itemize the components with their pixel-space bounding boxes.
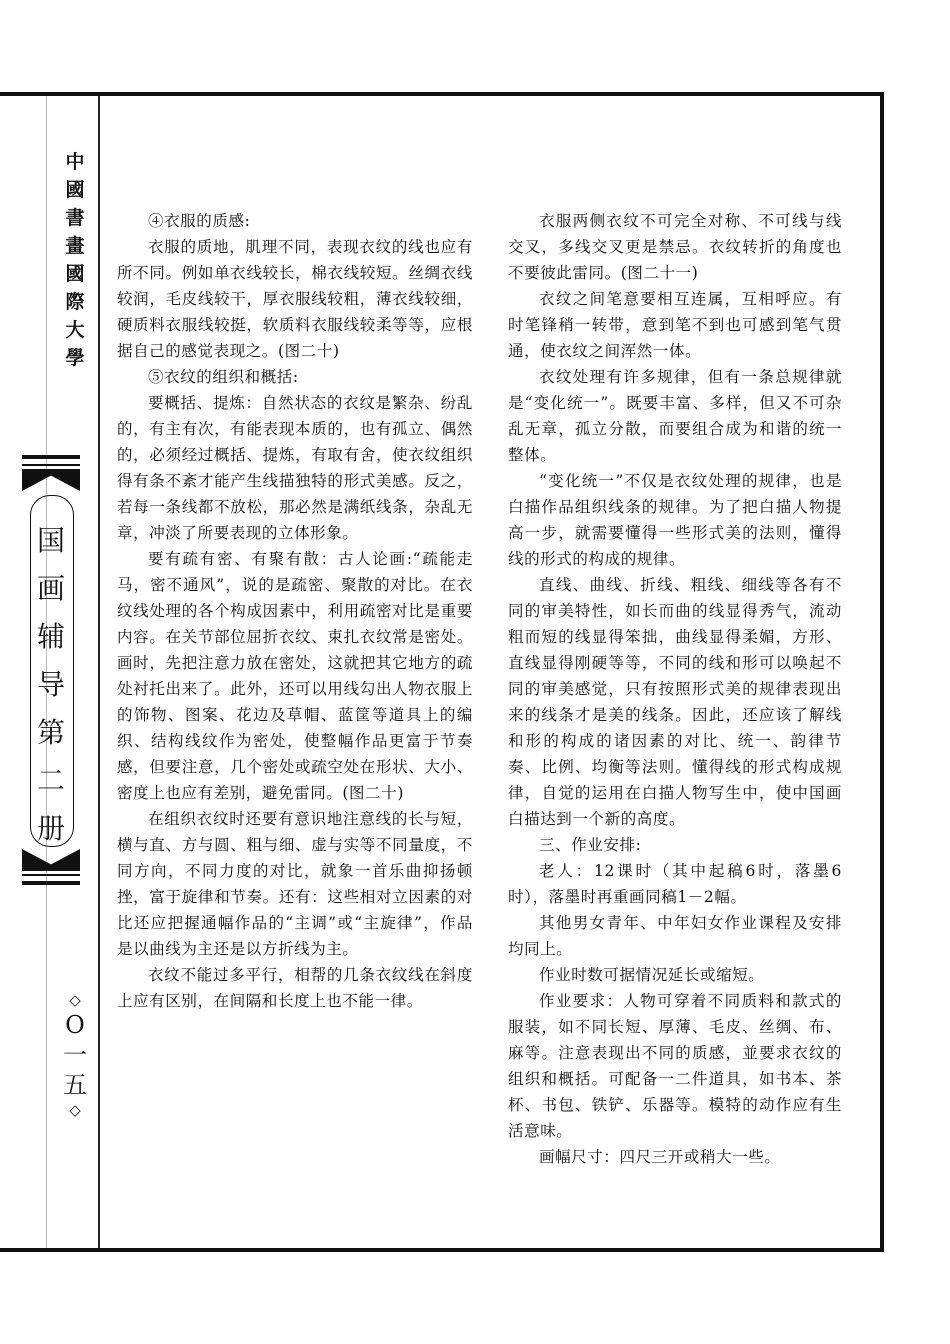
paragraph: 老人：12课时（其中起稿6时，落墨6时），落墨时再重画同稿1－2幅。 bbox=[508, 862, 842, 906]
decorative-bar bbox=[22, 455, 80, 459]
university-char: 書 bbox=[65, 207, 85, 229]
university-char: 畫 bbox=[65, 235, 85, 257]
page-frame-top bbox=[0, 92, 884, 96]
university-char: 中 bbox=[65, 151, 85, 173]
page-number bbox=[60, 990, 90, 1120]
title-char: 国 bbox=[36, 524, 65, 557]
university-char: 際 bbox=[65, 291, 85, 313]
university-char: 國 bbox=[65, 263, 85, 285]
paragraph: 画幅尺寸：四尺三开或稍大一些。 bbox=[539, 1148, 781, 1166]
page-frame-bottom bbox=[0, 1248, 884, 1252]
university-char: 大 bbox=[65, 319, 85, 341]
decorative-cap bbox=[22, 469, 80, 491]
page-number-char: 五 bbox=[63, 1071, 87, 1099]
decorative-bar bbox=[22, 874, 80, 876]
diamond-icon: ◇ bbox=[69, 1101, 81, 1119]
university-char: 國 bbox=[65, 179, 85, 201]
paragraph: 要概括、提炼：自然状态的衣纹是繁杂、纷乱的，有主有次，有能表现本质的，也有孤立、偶然的，必须经过概括、提炼，有取有舍，使衣纹组织得有条不紊才能产生线描独特的形式美感。反之，若每一条线都不放松，那必然是满纸线条，杂乱无章，冲淡了所要表现的立体形象。 bbox=[117, 394, 473, 542]
university-name bbox=[60, 148, 90, 372]
left-text-column bbox=[117, 208, 473, 1014]
section-heading: 三、作业安排: bbox=[539, 836, 642, 854]
page-frame-right bbox=[880, 92, 884, 1252]
title-char: 导 bbox=[36, 668, 65, 701]
paragraph: 要有疏有密、有聚有散：古人论画:“疏能走马，密不通风”，说的是疏密、聚散的对比。在衣纹线处理的各个构成因素中，利用疏密对比是重要内容。在关节部位屈折衣纹、束扎衣纹常是密处。画时，先把注意力放在密处，这就把其它地方的疏处衬托出来了。此外，还可以用线勾出人物衣服上的饰物、图案、花边及草帽、蓝筐等道具上的编织、结构线纹作为密处，使整幅作品更富于节奏感，但要注意，几个密处或疏空处在形状、大小、密度上也应有差别，避免雷同。(图二十) bbox=[117, 550, 473, 802]
book-title bbox=[22, 517, 80, 853]
page-number-char: 一 bbox=[63, 1041, 87, 1069]
paragraph: 衣纹之间笔意要相互连属，互相呼应。有时笔锋稍一转带，意到笔不到也可感到笔气贯通，使衣纹之间浑然一体。 bbox=[508, 290, 842, 360]
paragraph: 衣纹不能过多平行，相帮的几条衣纹线在斜度上应有区别，在间隔和长度上也不能一律。 bbox=[117, 966, 473, 1010]
title-char: 二 bbox=[36, 764, 65, 797]
paragraph: “变化统一”不仅是衣纹处理的规律，也是白描作品组织线条的规律。为了把白描人物提高一步，就需要懂得一些形式美的法则，懂得线的形式的构成的规律。 bbox=[508, 472, 842, 568]
paragraph: 作业时数可据情况延长或缩短。 bbox=[539, 966, 765, 984]
university-char: 學 bbox=[65, 347, 85, 369]
paragraph: 衣服的质地，肌理不同，表现衣纹的线也应有所不同。例如单衣线较长，棉衣线较短。丝绸衣线较润，毛皮线较干，厚衣服线较粗，薄衣线较细，硬质料衣服线较挺，软质料衣服线较柔等等，应根据自己的感觉表现之。(图二十) bbox=[117, 238, 473, 360]
section-heading: ④衣服的质感: bbox=[148, 212, 251, 230]
decorative-bar bbox=[22, 881, 80, 885]
paragraph: 作业要求：人物可穿着不同质料和款式的服装，如不同长短、厚薄、毛皮、丝绸、布、麻等。注意表现出不同的质感，並要求衣纹的组织和概括。可配备一二件道具，如书本、茶杯、书包、铁铲、乐器等。模特的动作应有生活意味。 bbox=[508, 992, 842, 1140]
paragraph: 衣纹处理有许多规律，但有一条总规律就是“变化统一”。既要丰富、多样，但又不可杂乱无章，孤立分散，而要组合成为和谐的统一整体。 bbox=[508, 368, 842, 464]
page-number-char: O bbox=[65, 1011, 85, 1039]
diamond-icon: ◇ bbox=[69, 991, 81, 1009]
title-char: 册 bbox=[36, 812, 65, 845]
paragraph: 其他男女青年、中年妇女作业课程及安排均同上。 bbox=[508, 914, 842, 958]
title-char: 辅 bbox=[36, 620, 65, 653]
margin-divider bbox=[98, 96, 100, 1248]
paragraph: 衣服两侧衣纹不可完全对称、不可线与线交叉，多线交叉更是禁忌。衣纹转折的角度也不要彼此雷同。(图二十一) bbox=[508, 212, 842, 282]
decorative-bar bbox=[22, 464, 80, 466]
book-title-block bbox=[22, 455, 80, 885]
section-heading: ⑤衣纹的组织和概括: bbox=[148, 368, 299, 386]
title-char: 第 bbox=[36, 716, 65, 749]
paragraph: 直线、曲线、折线、粗线、细线等各有不同的审美特性，如长而曲的线显得秀气，流动粗而短的线显得笨拙，曲线显得柔媚，方形、直线显得刚硬等等，不同的线和形可以唤起不同的审美感觉，只有按照形式美的规律表现出来的线条才是美的线条。因此，还应该了解线和形的构成的诸因素的对比、统一、韵律节奏、比例、均衡等法则。懂得线的形式构成规律，自觉的运用在白描人物写生中，使中国画白描达到一个新的高度。 bbox=[508, 576, 842, 828]
right-text-column bbox=[508, 208, 842, 1170]
paragraph: 在组织衣纹时还要有意识地注意线的长与短，横与直、方与圆、粗与细、虚与实等不同量度，不同方向，不同力度的对比，就象一首乐曲抑扬顿挫，富于旋律和节奏。还有：这些相对立因素的对比还应把握通幅作品的“主调”或“主旋律”，作品是以曲线为主还是以方折线为主。 bbox=[117, 810, 473, 958]
title-char: 画 bbox=[36, 572, 65, 605]
